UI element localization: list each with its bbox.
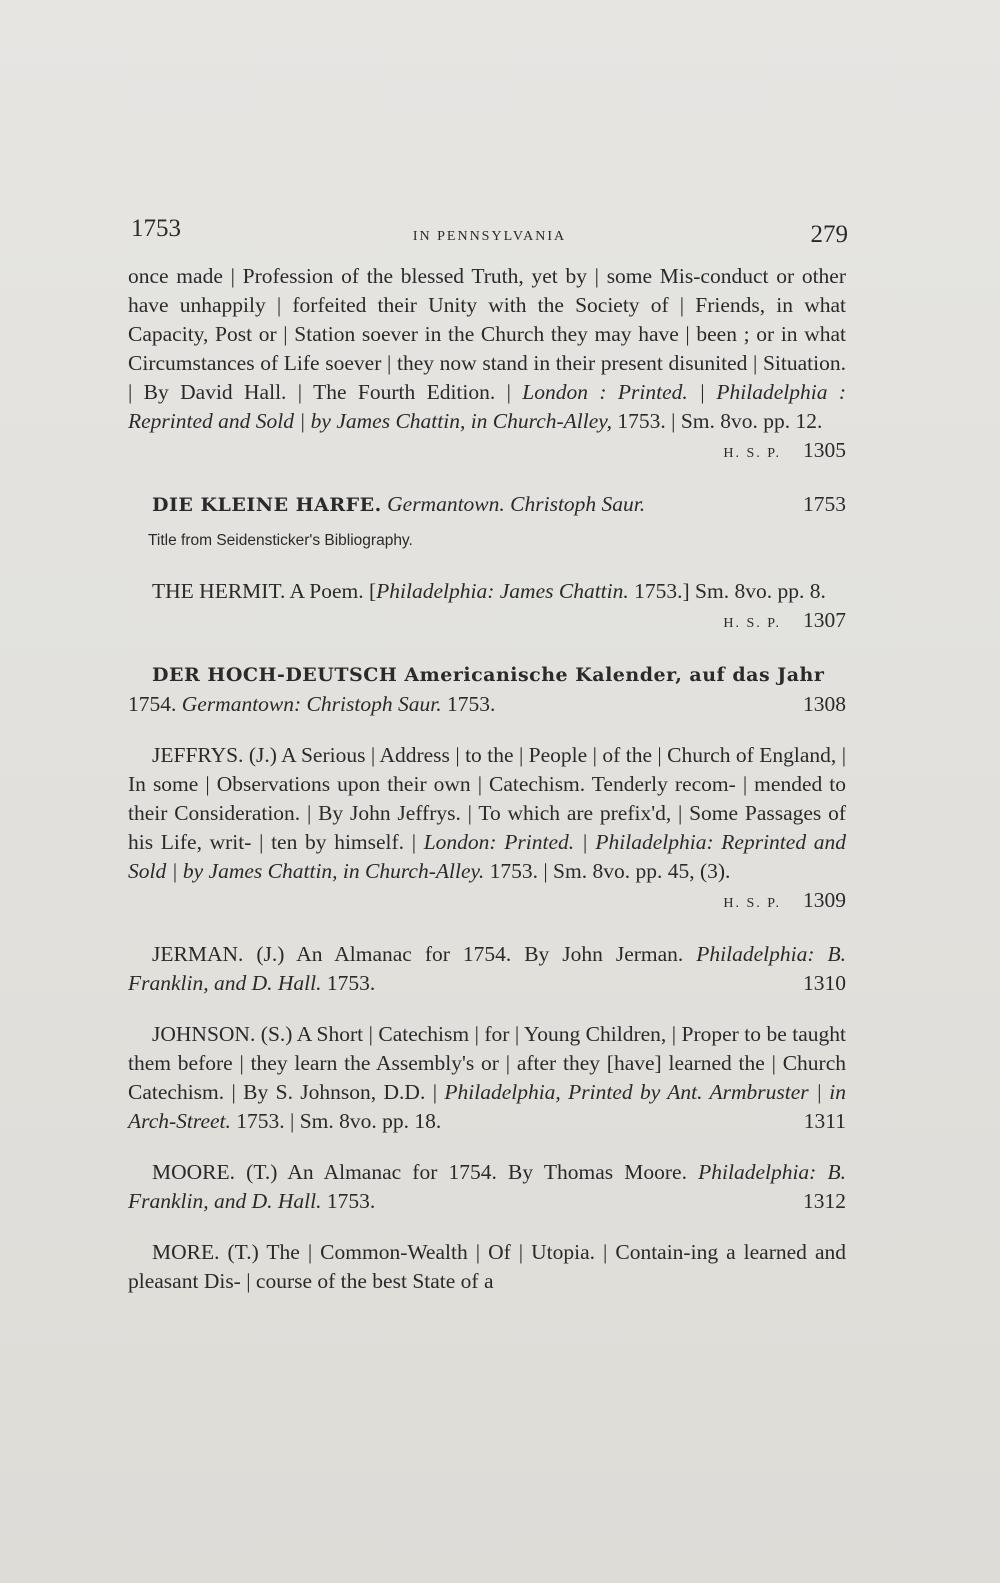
entry-text: MOORE. (T.) An Almanac for 1754. By Thomas Moore.: [152, 1160, 699, 1184]
header-title: IN PENNSYLVANIA: [412, 229, 567, 244]
entry-imprint: Philadelphia: B. Franklin, and D. Hall.: [128, 1160, 846, 1213]
entry-1309: [128, 741, 846, 918]
entry-collation: 1753.] Sm. 8vo. pp. 8.: [628, 579, 826, 603]
entry-collation: 1753.: [321, 1189, 376, 1213]
location-code: H. S. P.: [723, 896, 781, 911]
entry-reference: [779, 969, 846, 998]
entry-1307: [128, 577, 846, 638]
entry-collation: 1753.: [321, 971, 376, 995]
entry-number: 1311: [803, 1109, 846, 1133]
header-year: 1753: [131, 215, 181, 242]
entry-collation: 1753.: [441, 692, 496, 716]
entry-fraktur-title: DER HOCH-DEUTSCH Americanische Kalender, auf das Jahr: [152, 664, 825, 686]
entry-reference: [779, 1187, 846, 1216]
entry-text: JEFFRYS. (J.) A Serious | Address | to the | People | of the | Church of England, | In some | Observations upon their own | Catechism. Tenderly recom- | mended to their Consideration. | By John Jeffrys. | To which are prefix'd, | Some Passages of his Life, writ- | ten by himself. |: [128, 743, 846, 854]
entry-collation: 1753. | Sm. 8vo. pp. 45, (3).: [484, 859, 731, 883]
entry-year: 1753: [803, 492, 846, 516]
entry-text: JERMAN. (J.) An Almanac for 1754. By John Jerman.: [152, 942, 697, 966]
entry-number: 1310: [803, 971, 846, 995]
entry-1308: [128, 660, 846, 719]
running-head: [131, 215, 848, 255]
entry-collation: 1753. | Sm. 8vo. pp. 18.: [230, 1109, 442, 1133]
entry-imprint: Germantown. Christoph Saur.: [387, 492, 646, 516]
entry-more-utopia: [128, 1238, 846, 1296]
entry-reference: [723, 436, 846, 468]
entry-text: THE HERMIT. A Poem. [: [152, 579, 377, 603]
entry-number: 1307: [803, 608, 846, 632]
entry-1305: [128, 262, 846, 468]
entry-imprint: London : Printed. | Philadelphia : Reprinted and Sold | by James Chattin, in Church-Alley,: [128, 380, 846, 433]
entry-reference: [699, 606, 846, 638]
entry-imprint: Germantown: Christoph Saur.: [181, 692, 442, 716]
entry-text: JOHNSON. (S.) A Short | Catechism | for | Young Children, | Proper to be taught them before | they learn the Assembly's or | after they [have] learned the | Church Catechism. | By S. Johnson, D.D. |: [128, 1022, 846, 1104]
entry-imprint: Philadelphia: B. Franklin, and D. Hall.: [128, 942, 846, 995]
entry-number: 1309: [803, 888, 846, 912]
entry-fraktur-title: DIE KLEINE HARFE.: [152, 494, 382, 516]
entry-imprint: Philadelphia, Printed by Ant. Armbruster | in Arch-Street.: [128, 1080, 846, 1133]
entry-number: 1305: [803, 438, 846, 462]
entry-1311: [128, 1020, 846, 1136]
entry-imprint: London: Printed. | Philadelphia: Reprinted and Sold | by James Chattin, in Church-Alley.: [128, 830, 846, 883]
page-number: 279: [810, 221, 848, 248]
entry-text: MORE. (T.) The | Common-Wealth | Of | Utopia. | Contain-ing a learned and pleasant Dis- | course of the best State of a: [128, 1240, 846, 1293]
entry-text: once made | Profession of the blessed Truth, yet by | some Mis-conduct or other have unhappily | forfeited their Unity with the Society of | Friends, in what Capacity, Post or | Station soever in the Church they may have | been ; or in what Circumstances of Life soever | they now stand in their present disunited | Situation. | By David Hall. | The Fourth Edition. |: [128, 264, 846, 404]
entry-note: Title from Seidensticker's Bibliography.: [148, 532, 413, 549]
entry-1312: [128, 1158, 846, 1216]
entry-collation: 1753. | Sm. 8vo. pp. 12.: [612, 409, 823, 433]
location-code: H. S. P.: [723, 446, 781, 461]
bibliography-body: [128, 262, 846, 1318]
entry-number: 1308: [803, 692, 846, 716]
entry-reference: [780, 1107, 846, 1136]
location-code: H. S. P.: [723, 616, 781, 631]
entry-imprint: Philadelphia: James Chattin.: [376, 579, 629, 603]
entry-reference: [699, 886, 846, 918]
entry-number: 1312: [803, 1189, 846, 1213]
entry-kleine-harfe: [128, 490, 846, 520]
entry-1310: [128, 940, 846, 998]
entry-text: 1754.: [128, 692, 182, 716]
